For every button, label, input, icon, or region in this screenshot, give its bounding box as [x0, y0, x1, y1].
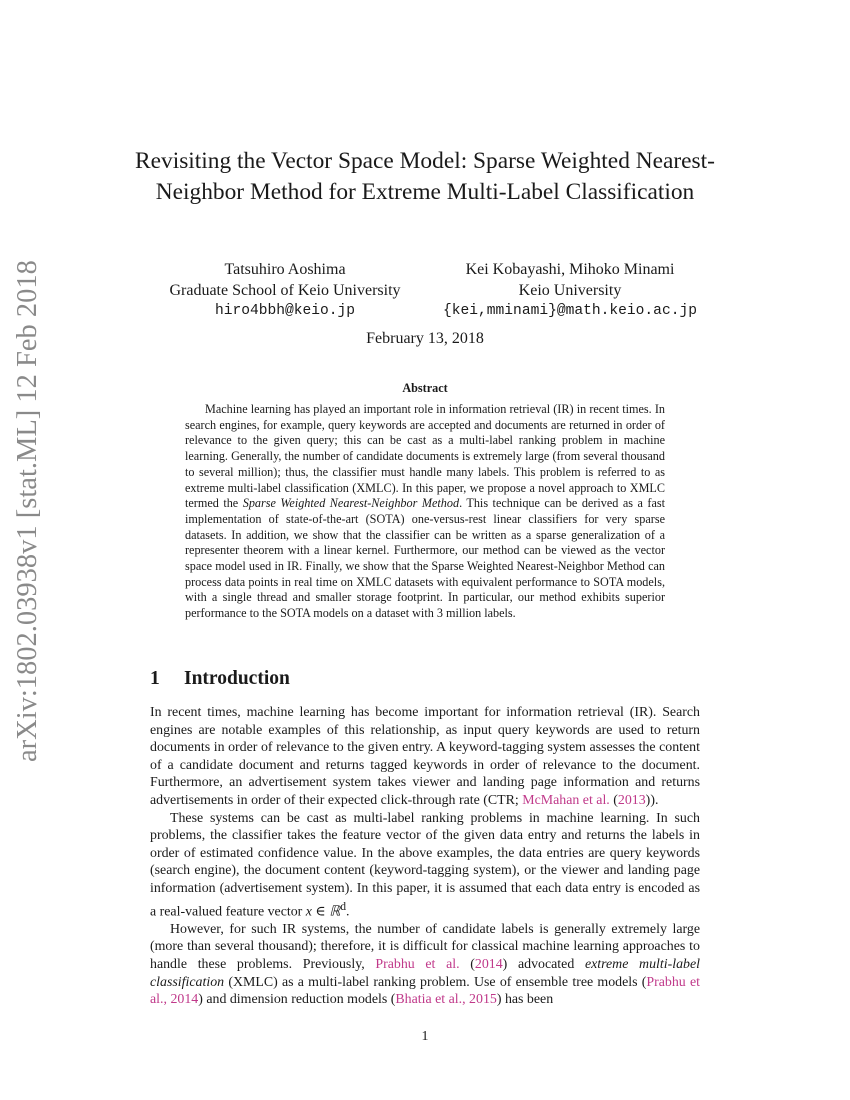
math-feature-vector: x ∈ ℝ [305, 904, 341, 920]
paragraph-2 [150, 810, 700, 921]
citation-year-link[interactable]: 2014 [474, 956, 503, 972]
publication-date: February 13, 2018 [366, 330, 484, 347]
paragraph-text: ). [650, 792, 659, 808]
section-title: Introduction [184, 668, 290, 689]
paragraph-text: . [346, 904, 350, 920]
abstract-text-part-2: . This technique can be derived as a fast implementation of state-of-the-art (SOTA) one-versus-rest linear classifiers for very sparse datasets. In addition, we show that the classifier can be written as a sparse generalization of a representer theorem with a linear kernel. Furthermore, our method can be viewed as the vector space model used in IR. Finally, we show that the Sparse Weighted Nearest-Neighbor Method can process data points in real time on XMLC datasets with equivalent performance to SOTA models, with a single thread and smaller storage footprint. In particular, our method exhibits superior performance to the SOTA models on a dataset with 3 million labels. [185, 496, 665, 621]
paper-title: Revisiting the Vector Space Model: Sparse Weighted Nearest-Neighbor Method for Extreme Multi-Label Classification [135, 148, 715, 205]
author-email: {kei,mminami}@math.keio.ac.jp [443, 303, 697, 319]
abstract-text [185, 402, 665, 622]
paragraph-text: However, for such IR systems, the number of candidate labels is generally extremely large (more than several thousand); therefore, it is difficult for classical machine learning approaches to handle these problems. Previously, [150, 921, 700, 972]
citation-year-link[interactable]: 2013 [617, 792, 646, 808]
math-superscript: d [340, 899, 346, 913]
citation-link[interactable]: Bhatia et al., 2015 [395, 992, 497, 1008]
section-number: 1 [150, 668, 160, 689]
author-email: hiro4bbh@keio.jp [214, 303, 356, 319]
author-affiliation: Graduate School of Keio University [169, 282, 401, 299]
citation-link[interactable]: Prabhu et al. [375, 956, 460, 972]
page-number: 1 [421, 1029, 429, 1044]
paragraph-text: These systems can be cast as multi-label ranking problems in machine learning. In such problems, the classifier takes the feature vector of the given data entry and returns the labels in order of estimated confidence value. In the above examples, the data entries are query keywords (search engine), the document content (keyword-tagging system), or the viewer and landing page information (advertisement system). In this paper, it is assumed that each data entry is encoded as a real-valued feature vector [150, 810, 700, 920]
abstract-text-part-1: Machine learning has played an important role in information retrieval (IR) in recent times. In search engines, for example, query keywords are accepted and documents are returned in order of relevance to the given query; this can be cast as a multi-label ranking problem in machine learning. Generally, the number of candidate documents is extremely large (from several thousand to several million); thus, the classifier must handle many labels. This problem is referred to as extreme multi-label classification (XMLC). In this paper, we propose a novel approach to XMLC termed the [185, 402, 665, 511]
citation-link[interactable]: McMahan et al. [522, 792, 610, 808]
arxiv-stamp: arXiv:1802.03938v1 [stat.ML] 12 Feb 2018 [12, 260, 43, 762]
author-block-1 [150, 259, 420, 322]
abstract-method-name: Sparse Weighted Nearest-Neighbor Method [242, 496, 460, 511]
author-affiliation: Keio University [518, 282, 622, 299]
abstract-heading: Abstract [402, 381, 448, 395]
author-name: Kei Kobayashi, Mihoko Minami [465, 261, 675, 278]
paragraph-text: (XMLC) as a multi-label ranking problem. Use of ensemble tree models ( [224, 974, 647, 990]
author-block-2 [430, 259, 710, 322]
introduction-body [150, 704, 700, 1009]
section-heading-introduction [150, 668, 290, 690]
paragraph-1: In recent times, machine learning has become important for information retrieval (IR). Search engines are notable examples of this relationship, as input query keywords are used to return documents in order of relevance to the given entry. A keyword-tagging system assesses the content of a candidate document and returns tagged keywords in order of relevance to the document. Furthermore, an advertisement system takes viewer and landing page information and returns advertisements in order of their expected click-through rate (CTR; McMahan et al. (2013)). [150, 705, 700, 808]
paragraph-text: In recent times, machine learning has become important for information retrieval (IR). Search engines are notable examples of this relationship, as input query keywords are used to return documents in order of relevance to the given entry. A keyword-tagging system assesses the content of a candidate document and returns tagged keywords in order of relevance to the document. Furthermore, an advertisement system takes viewer and landing page information and returns advertisements in order of their expected click-through rate (CTR; [150, 705, 700, 808]
emphasized-term: extreme multi-label classification [150, 956, 700, 990]
author-name: Tatsuhiro Aoshima [224, 261, 346, 278]
paragraph-3: However, for such IR systems, the number of candidate labels is generally extremely large (more than several thousand); therefore, it is difficult for classical machine learning approaches to handle these problems. Previously, Prabhu et al. (2014) advocated extreme multi-label classification (XMLC) as a multi-label ranking problem. Use of ensemble tree models (Prabhu et al., 2014) and dimension reduction models (Bhatia et al., 2015) has been [150, 921, 700, 1008]
citation-link[interactable]: Prabhu et al., 2014 [150, 974, 700, 1008]
paragraph-text: ) and dimension reduction models ( [198, 992, 396, 1008]
paragraph-text: ) has been [496, 992, 554, 1008]
paragraph-text: advocated [507, 956, 585, 972]
